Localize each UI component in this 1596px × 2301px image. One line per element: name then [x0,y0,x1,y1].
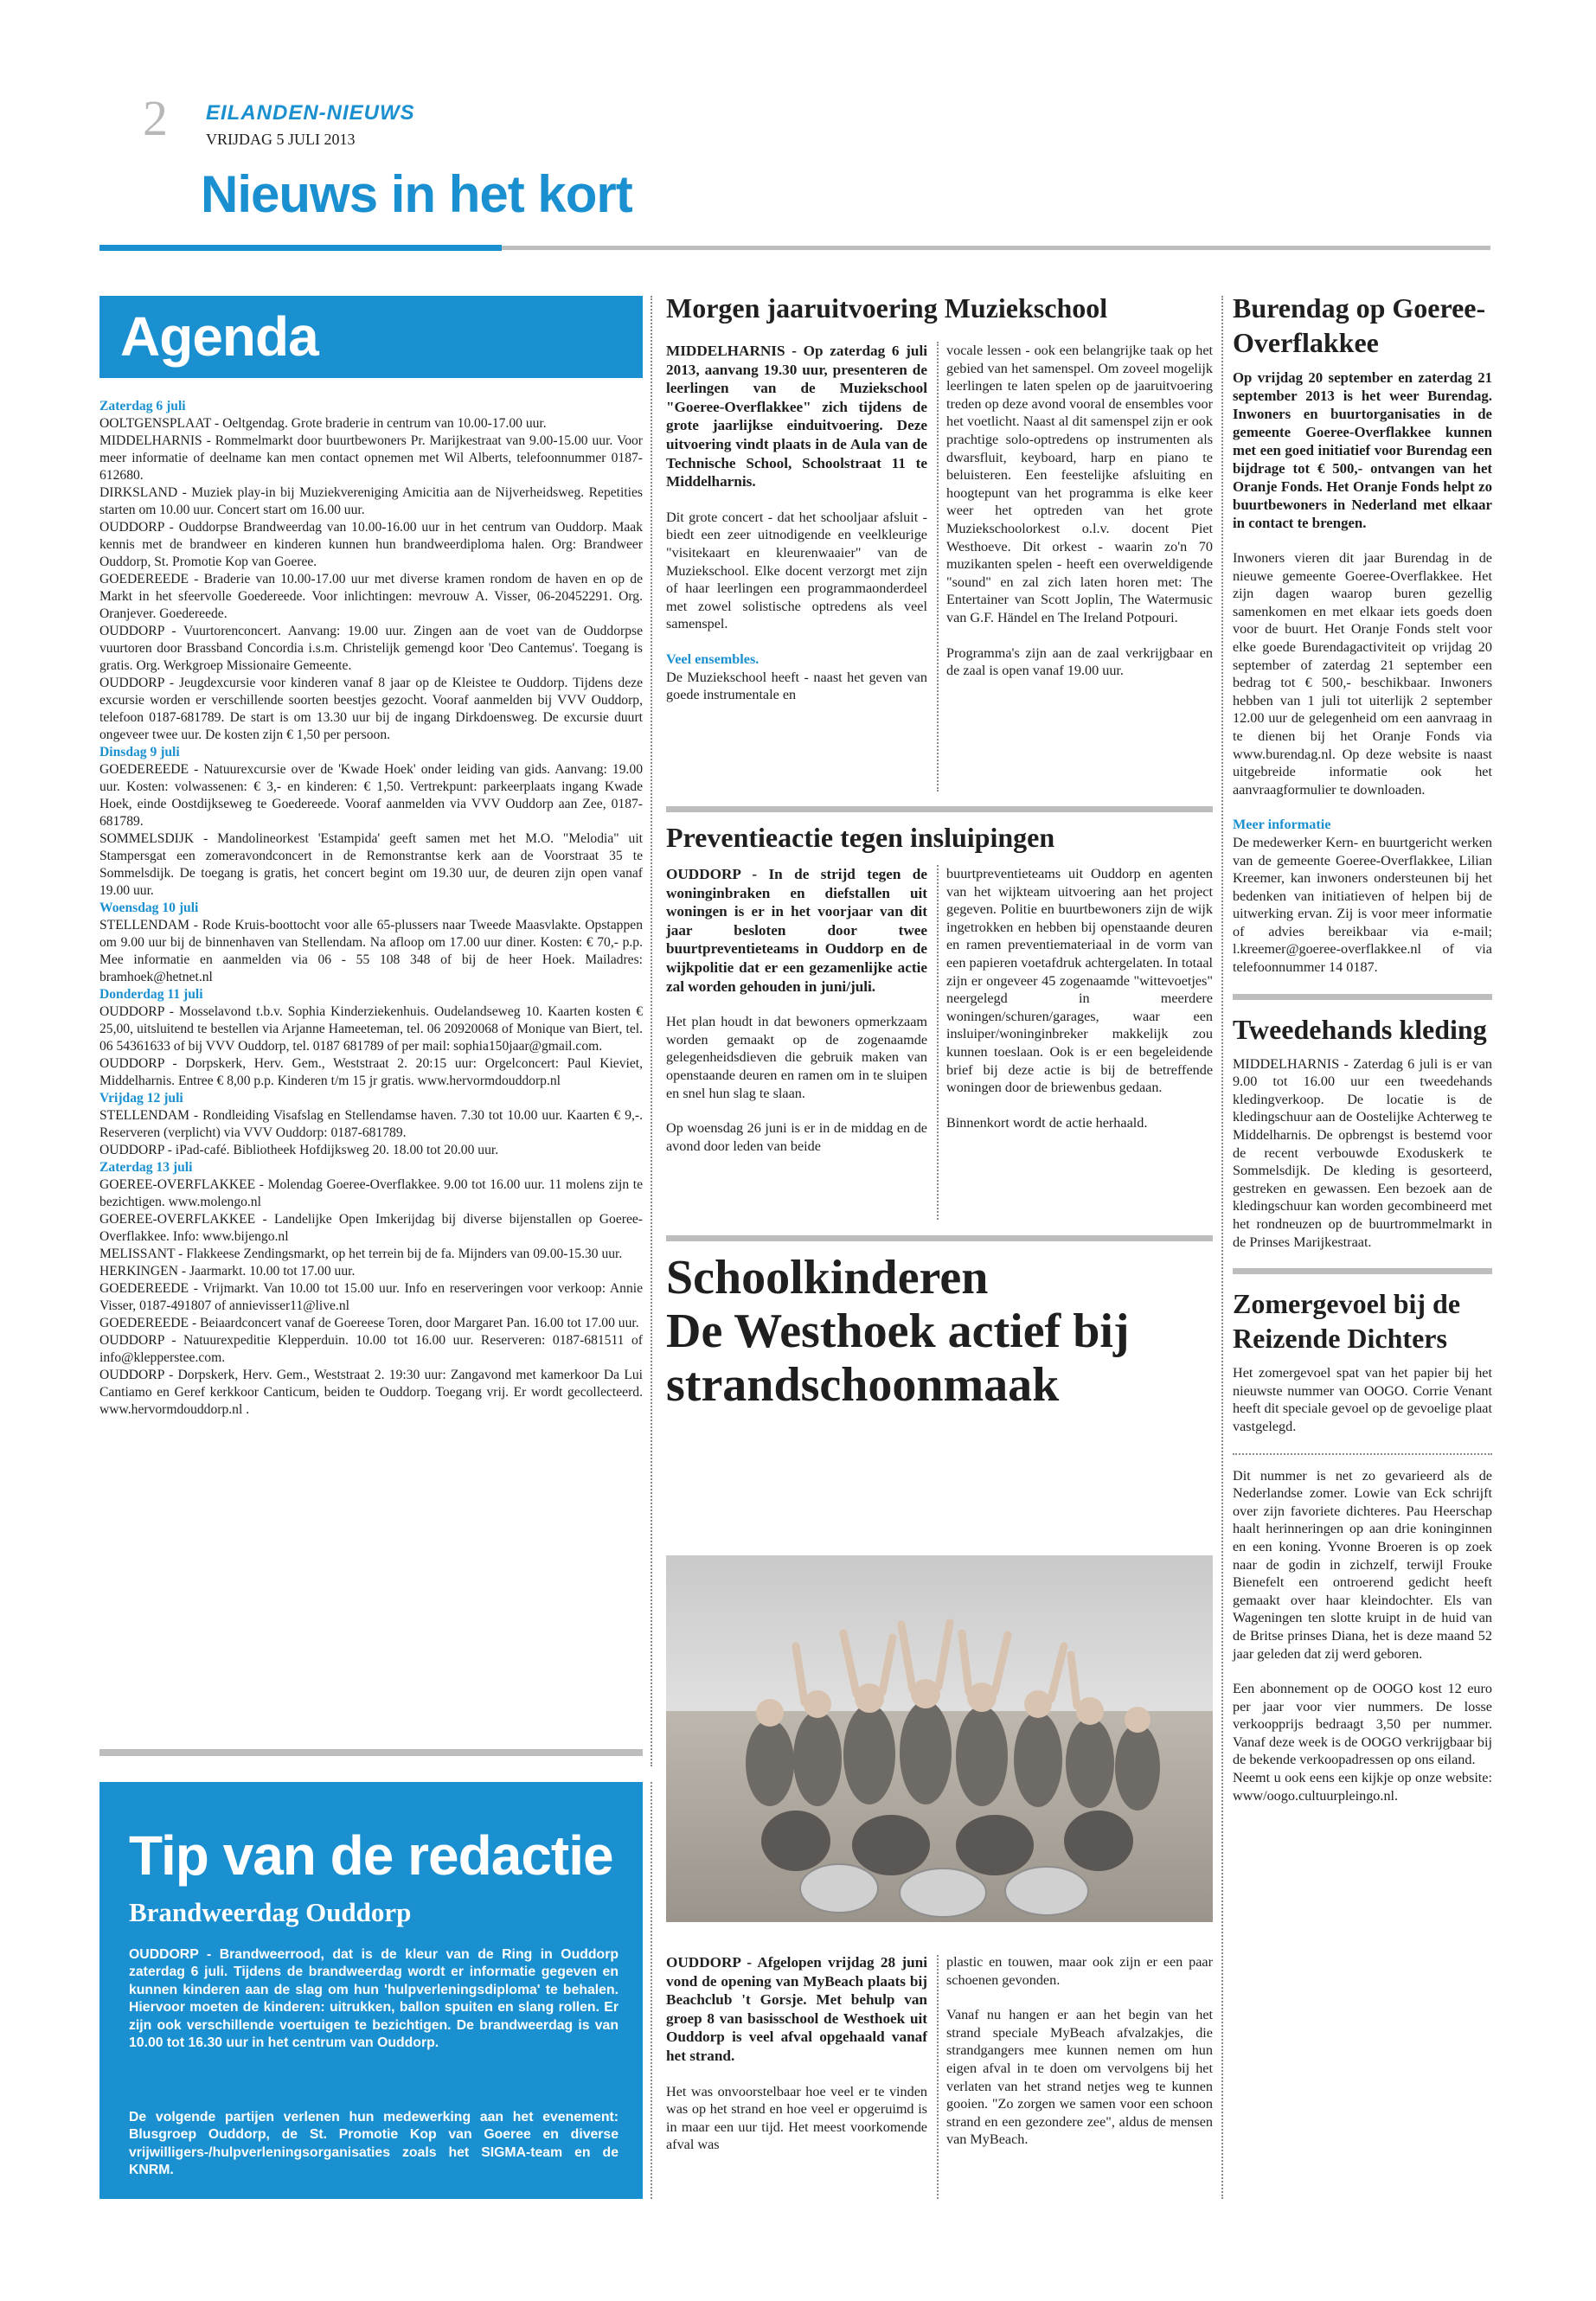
muziekschool-subhead: Veel ensembles. [666,651,760,667]
muziekschool-col-1 [666,342,927,721]
schoolkinderen-col-1 [666,1953,927,2171]
agenda-item: OUDDORP - Natuurexpeditie Klepperduin. 10.00 tot 16.00 uur. Reserveren: 0187-681511 of info@klepperstee.com. [99,1333,643,1365]
burendag-paragraph: De medewerker Kern- en buurtgericht werken van de gemeente Goeree-Overflakkee, Lilian Kreemer, kan inwoners ondersteunen bij het bedenken van initiatieven of helpen bij de uitwerking ervan. Zij is voor meer informatie of advies bereikbaar via e-mail; l.kreemer@goeree-overflakkee.nl of via telefoonnummer 14 0187. [1233,834,1492,976]
preventie-lead: OUDDORP - In de strijd tegen de woninginbraken en diefstallen uit woningen is er in het voorjaar van dit jaar besloten door twee buurtpreventieteams in Ouddorp en de wijkpolitie dat er een gezamenlijke actie zal worden gehouden in juni/juli. [666,866,927,995]
muziekschool-paragraph: Programma's zijn aan de zaal verkrijgbaar en de zaal is open vanaf 19.00 uur. [946,644,1213,679]
agenda-header-box [99,296,643,378]
zomergevoel-paragraph: Dit nummer is net zo gevarieerd als de Nederlandse zomer. Lowie van Eck schrijft over zijn favoriete dichteres. Pau Heerschap haalt herinneringen op aan drie koninginnen en een koning. Yvonne Broeren is op zoek naar de godin in zichzelf, terwijl Frouke Bienefelt een ontroerend gedicht heeft gemaakt over haar kleindochter. Els van Wageningen ten slotte kruipt in de huid van de Britse prinses Diana, het is deze maand 52 jaar geleden dat zij werd geboren. [1233,1467,1492,1662]
agenda-day [99,398,643,744]
right-column [1233,291,1492,1822]
preventie-col-1 [666,865,927,1172]
agenda-day [99,1159,643,1419]
tweedehands-headline: Tweedehands kleding [1233,1013,1487,1045]
preventie-headline: Preventieactie tegen insluipingen [666,822,1055,853]
zomergevoel-headline: Zomergevoel bij de Reizende Dichters [1233,1288,1461,1355]
section-divider [1233,994,1492,1000]
agenda-day-label: Zaterdag 6 juli [99,399,186,413]
agenda-item: OUDDORP - Ouddorpse Brandweerdag van 10.00-16.00 uur in het centrum van Ouddorp. Maak kennis met de brandweer en kinderen kunnen hun brandweerdiploma halen. Org: Brandweer Ouddorp, St. Promotie Kop van Goeree. [99,520,643,569]
schoolkinderen-col-2 [946,1953,1213,2166]
tweedehands-paragraph: MIDDELHARNIS - Zaterdag 6 juli is er van 9.00 tot 16.00 uur een tweedehands kledingverkoop. De locatie is de kledingschuur aan de Oostelijke Achterweg te Middelharnis. De opbrengst is bestemd voor de recent verbouwde Exoduskerk te Sommelsdijk. De kleding is gesorteerd, gestreken en gewassen. Een bezoek aan de kledingschuur kan worden gecombineerd met het rondneuzen op de buurtrommelmarkt in de Prinses Marijkestraat. [1233,1055,1492,1250]
agenda-item: OOLTGENSPLAAT - Oeltgendag. Grote braderie in centrum van 10.00-17.00 uur. [99,416,547,431]
agenda-item: STELLENDAM - Rondleiding Visafslag en Stellendamse haven. 7.30 tot 10.00 uur. Kaarten € 9,-. Reserveren (verplicht) via VVV Ouddorp: 0187-681789. [99,1108,643,1140]
section-divider [666,806,1213,812]
agenda-list [99,398,643,1419]
agenda-item: MIDDELHARNIS - Rommelmarkt door buurtbewoners Pr. Marijkestraat van 9.00-15.00 uur. Voor meer informatie of deelname kan men contact opnemen met Wil Alberts, telefoonnummer 0187-612680. [99,433,643,483]
preventie-paragraph: Het plan houdt in dat bewoners opmerkzaam worden gemaakt op de zogenaamde gelegenheidsdieven die gebruik maken van openstaande deuren en ramen om in te sluipen en snel hun slag te slaan. [666,1014,927,1101]
agenda-day-label: Zaterdag 13 juli [99,1160,193,1175]
agenda-divider [99,1749,643,1756]
agenda-item: OUDDORP - iPad-café. Bibliotheek Hofdijksweg 20. 18.00 tot 20.00 uur. [99,1143,499,1157]
column-divider [937,342,939,792]
muziekschool-lead: MIDDELHARNIS - Op zaterdag 6 juli 2013, aanvang 19.30 uur, presenteren de leerlingen van de Muziekschool "Goeree-Overflakkee" zich tijdens de grote jaarlijkse einduitvoering. Deze uitvoering vindt plaats in de Aula van de Technische School, Schoolstraat 11 te Middelharnis. [666,343,927,490]
agenda-day [99,900,643,986]
schoolkinderen-paragraph: plastic en touwen, maar ook zijn er een paar schoenen gevonden. [946,1954,1213,1988]
zomergevoel-paragraph: Het zomergevoel spat van het papier bij het nieuwste nummer van OOGO. Corrie Venant heeft dit speciale gevoel op de gevoelige plaat vastgelegd. [1233,1365,1492,1434]
column-divider [937,1955,939,2199]
schoolkinderen-headline-line: strandschoonmaak [666,1358,1060,1412]
zomergevoel-paragraph: Neemt u ook eens een kijkje op onze website: www/oogo.cultuurpleingo.nl. [1233,1770,1492,1804]
agenda-item: DIRKSLAND - Muziek play-in bij Muziekvereniging Amicitia aan de Nijverheidsweg. Repetities starten om 10.00 uur. Concert start om 16.00 uur. [99,485,643,517]
column-divider [1221,296,1223,2199]
agenda-item: MELISSANT - Flakkeese Zendingsmarkt, op het terrein bij de fa. Mijnders van 09.00-15.30 uur. [99,1247,623,1261]
schoolkinderen-lead: OUDDORP - Afgelopen vrijdag 28 juni vond de opening van MyBeach plaats bij Beachclub 't Gorsje. Met behulp van groep 8 van basisschool de Westhoek uit Ouddorp is veel afval opgehaald vanaf het strand. [666,1954,927,2064]
preventie-paragraph: Op woensdag 26 juni is er in de middag en de avond door leden van beide [666,1120,927,1154]
burendag-subhead: Meer informatie [1233,817,1331,833]
schoolkinderen-headline-line: Schoolkinderen [666,1251,989,1304]
agenda-item: SOMMELSDIJK - Mandolineorkest 'Estampida' geeft samen met het M.O. "Melodia" uit Stampersgat een zomeravondconcert in de Remonstrantse kerk aan de Voorstraat 35 te Sommelsdijk. De toegang is gratis, het concert begint om 19.30 uur, de deuren zijn open vanaf 19.00 uur. [99,831,643,898]
schoolkinderen-paragraph: Het was onvoorstelbaar hoe veel er te vinden was op het strand en hoe veel er opgeruimd is in maar een uur tijd. Het meest voorkomende afval was [666,2083,927,2153]
tip-box [99,1782,643,2199]
column-divider [651,1782,652,2199]
agenda-item: GOEREE-OVERFLAKKEE - Molendag Goeree-Overflakkee. 9.00 tot 16.00 uur. 11 molens zijn te bezichtigen. www.molengo.nl [99,1177,643,1209]
agenda-item: HERKINGEN - Jaarmarkt. 10.00 tot 17.00 uur. [99,1264,356,1279]
masthead-logo: EILANDEN-NIEUWS [206,101,415,125]
preventie-paragraph: buurtpreventieteams uit Ouddorp en agenten van het wijkteam uitvoering aan het project gegeven. Politie en buurtbewoners zijn de wijk ingetrokken en hebben bij openstaande deuren en ramen preventiemateriaal in de vorm van een papieren voetafdruk achtergelaten. In totaal zijn er ongeveer 45 zogenaamde "wittevoetjes" neergelegd in meerdere woningen/schuren/garages, waar een insluiper/woninginbreker makkelijk zou kunnen toeslaan. Ook is er een begeleidende brief bij deze actie is bij de betreffende woningen door de briewenbus gedaan. [946,866,1214,1096]
column-divider [651,296,652,1766]
muziekschool-headline: Morgen jaaruitvoering Muziekschool [666,292,1108,324]
schoolkinderen-headline-line: De Westhoek actief bij [666,1304,1130,1358]
agenda-day [99,744,643,900]
muziekschool-col-2 [946,342,1213,697]
agenda-day-label: Vrijdag 12 juli [99,1091,183,1106]
agenda-item: OUDDORP - Mosselavond t.b.v. Sophia Kinderziekenhuis. Oudelandseweg 10. Kaarten kosten € 25,00, uitsluitend te bestellen via Arjanne Hameeteman, tel. 06 20920068 of Monique van Biert, tel. 06 54361633 of bij VVV Ouddorp, tel. 0187 681789 of per mail: sophia150jaar@gmail.com. [99,1004,643,1054]
agenda-item: GOEDEREEDE - Beiaardconcert vanaf de Goereese Toren, door Margaret Pan. 16.00 tot 17.00 uur. [99,1316,639,1330]
preventie-paragraph: Binnenkort wordt de actie herhaald. [946,1114,1148,1131]
section-divider [1233,1268,1492,1274]
muziekschool-paragraph: De Muziekschool heeft - naast het geven van goede instrumentale en [666,669,927,703]
agenda-item: STELLENDAM - Rode Kruis-boottocht voor alle 65-plussers naar Tweede Maasvlakte. Opstappen om 9.00 uur bij de binnenhaven van Stellendam. Na afloop om 17.00 uur diner. Kosten: € 70,- p.p. Mee informatie en aanmelden via 06 - 55 108 348 of bij de heer Hoek. Mailadres: bramhoek@hetnet.nl [99,918,643,984]
header-rule-accent [99,245,502,251]
section-divider [1233,1453,1492,1455]
muziekschool-paragraph: vocale lessen - ook een belangrijke taak op het gebied van het samenspel. Om zoveel mogelijk leerlingen te laten spelen op de jaaruitvoering treden op deze avond vooral de ensembles voor het voetlicht. Naast al dit samenspel zijn er ook prachtige solo-optredens op instrumenten als dwarsfluit, keyboard, harp en piano te beluisteren. Een feestelijke afsluiting en hoogtepunt van het programma is elke keer weer het optreden van het grote Muziekschoolorkest o.l.v. docent Piet Westhoeve. Dit orkest - waarin zo'n 70 muzikanten spelen - heeft een overweldigende "sound" en zal zich laten horen met: The Entertainer van Scott Joplin, The Watermusic van G.F. Händel en The Ireland Potpouri. [946,343,1213,625]
agenda-item: GOEDEREEDE - Vrijmarkt. Van 10.00 tot 15.00 uur. Info en reserveringen voor verkoop: Annie Visser, 0187-491807 of annievisser11@live.nl [99,1281,643,1313]
agenda-item: OUDDORP - Vuurtorenconcert. Aanvang: 19.00 uur. Zingen aan de voet van de Ouddorpse vuurtoren door Brassband Concordia i.s.m. Christelijk gemengd koor 'Deo Cantemus'. Toegang is gratis. Org. Werkgroep Missionaire Gemeente. [99,624,643,673]
zomergevoel-paragraph: Een abonnement op de OOGO kost 12 euro per jaar voor vier nummers. De losse verkoopprijs bedraagt 3,50 per nummer. Vanaf deze week is de OOGO verkrijgbaar bij de bekende verkoopadressen op ons eiland. [1233,1681,1492,1768]
agenda-item: OUDDORP - Dorpskerk, Herv. Gem., Weststraat 2. 19:30 uur: Zangavond met kamerkoor Da Lui Cantiamo en Geref kerkkoor Canticum, beiden te Ouddorp. Toegang vrij. Er wordt gecollecteerd. www.hervormdouddorp.nl . [99,1368,643,1417]
tip-title: Tip van de redactie [129,1824,613,1887]
burendag-paragraph: Inwoners vieren dit jaar Burendag in de nieuwe gemeente Goeree-Overflakkee. Het zijn dagen waarop buren gezellig samenkomen en met elkaar iets goeds doen voor de buurt. Het Oranje Fonds stelt voor elke goede Burendagactiviteit op vrijdag 20 september of zaterdag 21 september een bedrag tot € 500,- beschikbaar. Inwoners hebben van 1 juli tot uiterlijk 2 september 12.00 uur de gelegenheid om een aanvraag in te dienen bij het Oranje Fonds via www.burendag.nl. Op deze website is naast uitgebreide informatie ook het aanvraagformulier te downloaden. [1233,550,1492,798]
agenda-title: Agenda [120,305,318,368]
section-divider [666,1235,1213,1241]
burendag-headline: Burendag op Goeree-Overflakkee [1233,292,1486,358]
agenda-day-label: Woensdag 10 juli [99,901,199,915]
agenda-item: GOEDEREEDE - Natuurexcursie over de 'Kwade Hoek' onder leiding van gids. Aanvang: 19.00 uur. Kosten: volwassenen: € 3,- en kinderen: € 1,50. Vertrekpunt: parkeerplaats ingang Kwade Hoek, einde Oostdijkseweg te Goedereede. Vooraf aanmelden via VVV Ouddorp aan Zee, 0187-681789. [99,762,643,829]
header-rule [502,246,1490,250]
page-number: 2 [143,90,168,146]
agenda-item: OUDDORP - Dorpskerk, Herv. Gem., Weststraat 2. 20:15 uur: Orgelconcert: Paul Kieviet, Middelharnis. Entree € 8,00 p.p. Kinderen t/m 15 jr gratis. www.hervormdouddorp.nl [99,1056,643,1088]
agenda-item: GOEDEREEDE - Braderie van 10.00-17.00 uur met diverse kramen rondom de haven en op de Markt in het sfeervolle Goedereede. Voor inlichtingen: mevrouw A. Visser, 06-20452291. Org. Oranjever. Goedereede. [99,572,643,621]
beach-cleanup-photo [666,1555,1213,1922]
preventie-col-2 [946,865,1213,1149]
schoolkinderen-headline [666,1251,1220,1412]
muziekschool-paragraph: Dit grote concert - dat het schooljaar afsluit - biedt een zeer uitnodigende en veelkleurige "visitekaart en kleurenwaaier" van de Muziekschool. Elke docent verzorgt met zijn of haar leerlingen een programmaonderdeel met zowel solistische optredens als veel samenspel. [666,509,927,632]
agenda-day-label: Dinsdag 9 juli [99,745,180,760]
tip-text: De volgende partijen verlenen hun medewerking aan het evenement: Blusgroep Ouddorp, de St. Promotie Kop van Goeree en diverse vrijwilligers-/hulpverleningsorganisaties zoals het SIGMA-team en de KNRM. [129,2110,619,2178]
burendag-lead: Op vrijdag 20 september en zaterdag 21 september 2013 is het weer Burendag. Inwoners en buurtorganisaties in de gemeente Goeree-Overflakkee kunnen met een goed initiatief voor Burendag een bijdrage tot € 500,- ontvangen van het Oranje Fonds. Het Oranje Fonds helpt zo buurtbewoners in Nederland met elkaar in contact te brengen. [1233,369,1492,531]
dateline: VRIJDAG 5 JULI 2013 [206,131,356,148]
agenda-day-label: Donderdag 11 juli [99,987,203,1002]
section-title: Nieuws in het kort [201,165,632,223]
agenda-day [99,1090,643,1159]
column-divider [937,865,939,1220]
schoolkinderen-paragraph: Vanaf nu hangen er aan het begin van het strand speciale MyBeach afvalzakjes, die strandgangers mee kunnen nemen om hun eigen afval in te doen om vervolgens bij het verlaten van het strand netjes weg te kunnen gooien. "Zo zorgen we samen voor een schoon strand en een gezondere zee", aldus de mensen van MyBeach. [946,2007,1213,2148]
tip-text: OUDDORP - Brandweerrood, dat is de kleur van de Ring in Ouddorp zaterdag 6 juli. Tijdens de brandweerdag wordt er informatie gegeven en kunnen kinderen aan de slag om hun 'hulpverleningsdiploma' te behalen. Hiervoor moeten de kinderen: uitrukken, ballon spuiten en slang rollen. Er zijn ook verschillende voertuigen te bezichtigen. De brandweerdag is van 10.00 tot 16.30 uur in het centrum van Ouddorp. [129,1947,619,2051]
tip-subtitle: Brandweerdag Ouddorp [129,1897,412,1927]
agenda-item: OUDDORP - Jeugdexcursie voor kinderen vanaf 8 jaar op de Kleistee te Ouddorp. Tijdens deze excursie worden er verschillende soorten beestjes gezocht. Vooraf aanmelden bij VVV Ouddorp, telefoon 0187-681789. De start is om 13.30 uur bij de ingang Dirkdoensweg. De excursie duurt ongeveer twee uur. De kosten zijn € 1,50 per persoon. [99,676,643,742]
agenda-day [99,986,643,1090]
agenda-item: GOEREE-OVERFLAKKEE - Landelijke Open Imkerijdag bij diverse bijenstallen op Goeree-Overflakkee. Info: www.bijengo.nl [99,1212,643,1244]
